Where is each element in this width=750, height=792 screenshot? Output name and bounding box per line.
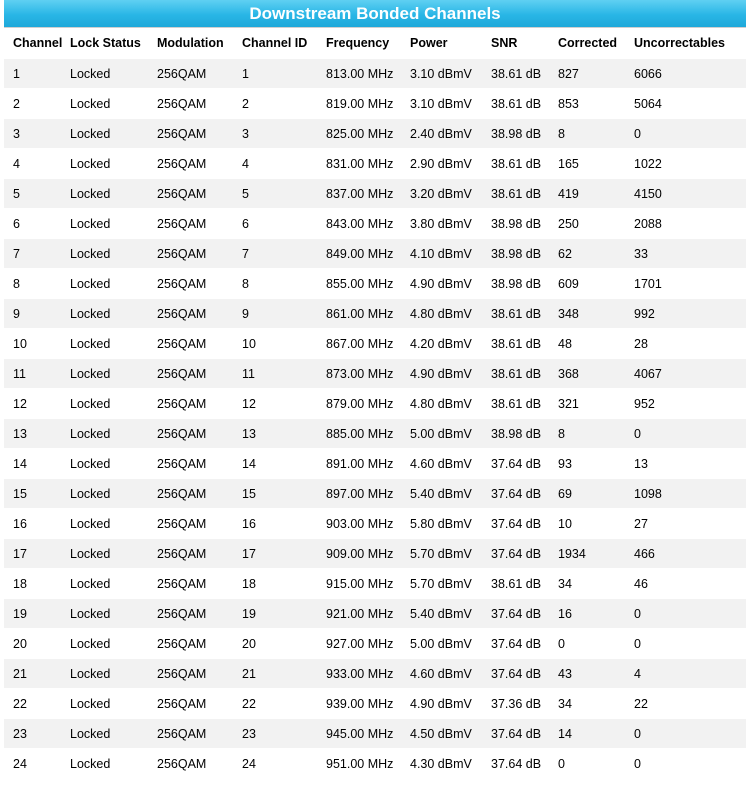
cell-channel-id: 12	[233, 389, 317, 419]
cell-modulation: 256QAM	[148, 359, 233, 389]
cell-channel-id: 19	[233, 599, 317, 629]
cell-corrected: 8	[549, 419, 625, 449]
cell-lock-status: Locked	[61, 599, 148, 629]
table-row	[4, 479, 746, 509]
cell-frequency: 909.00 MHz	[317, 539, 401, 569]
cell-channel-id: 13	[233, 419, 317, 449]
column-header-channel: Channel	[4, 28, 61, 59]
cell-modulation: 256QAM	[148, 749, 233, 779]
cell-modulation: 256QAM	[148, 209, 233, 239]
cell-snr: 38.98 dB	[482, 419, 549, 449]
cell-corrected: 69	[549, 479, 625, 509]
cell-lock-status: Locked	[61, 449, 148, 479]
cell-channel: 1	[4, 59, 61, 89]
cell-channel-id: 8	[233, 269, 317, 299]
cell-channel: 21	[4, 659, 61, 689]
cell-channel-id: 2	[233, 89, 317, 119]
cell-frequency: 879.00 MHz	[317, 389, 401, 419]
table-row	[4, 209, 746, 239]
cell-frequency: 813.00 MHz	[317, 59, 401, 89]
cell-channel: 19	[4, 599, 61, 629]
table-row	[4, 89, 746, 119]
cell-uncorrectables: 4150	[625, 179, 746, 209]
cell-uncorrectables: 4067	[625, 359, 746, 389]
cell-modulation: 256QAM	[148, 659, 233, 689]
cell-frequency: 885.00 MHz	[317, 419, 401, 449]
cell-corrected: 0	[549, 749, 625, 779]
cell-channel: 23	[4, 719, 61, 749]
cell-snr: 38.98 dB	[482, 209, 549, 239]
cell-corrected: 609	[549, 269, 625, 299]
cell-power: 4.60 dBmV	[401, 449, 482, 479]
table-title: Downstream Bonded Channels	[4, 0, 746, 28]
cell-channel-id: 20	[233, 629, 317, 659]
cell-modulation: 256QAM	[148, 599, 233, 629]
cell-snr: 38.61 dB	[482, 389, 549, 419]
cell-power: 5.00 dBmV	[401, 419, 482, 449]
cell-uncorrectables: 1022	[625, 149, 746, 179]
cell-power: 4.90 dBmV	[401, 689, 482, 719]
cell-modulation: 256QAM	[148, 119, 233, 149]
cell-power: 4.90 dBmV	[401, 269, 482, 299]
cell-uncorrectables: 0	[625, 119, 746, 149]
cell-power: 5.70 dBmV	[401, 539, 482, 569]
cell-modulation: 256QAM	[148, 179, 233, 209]
cell-modulation: 256QAM	[148, 419, 233, 449]
cell-corrected: 16	[549, 599, 625, 629]
cell-lock-status: Locked	[61, 149, 148, 179]
cell-snr: 37.64 dB	[482, 449, 549, 479]
cell-corrected: 165	[549, 149, 625, 179]
cell-frequency: 867.00 MHz	[317, 329, 401, 359]
cell-modulation: 256QAM	[148, 149, 233, 179]
cell-frequency: 927.00 MHz	[317, 629, 401, 659]
cell-lock-status: Locked	[61, 689, 148, 719]
cell-frequency: 861.00 MHz	[317, 299, 401, 329]
table-row	[4, 749, 746, 779]
cell-lock-status: Locked	[61, 239, 148, 269]
cell-snr: 38.61 dB	[482, 359, 549, 389]
cell-power: 5.40 dBmV	[401, 599, 482, 629]
cell-channel-id: 10	[233, 329, 317, 359]
cell-channel: 8	[4, 269, 61, 299]
cell-snr: 38.98 dB	[482, 119, 549, 149]
cell-lock-status: Locked	[61, 659, 148, 689]
cell-corrected: 10	[549, 509, 625, 539]
cell-corrected: 368	[549, 359, 625, 389]
cell-lock-status: Locked	[61, 509, 148, 539]
cell-channel: 3	[4, 119, 61, 149]
cell-channel-id: 22	[233, 689, 317, 719]
cell-power: 4.10 dBmV	[401, 239, 482, 269]
table-row	[4, 149, 746, 179]
cell-corrected: 0	[549, 629, 625, 659]
cell-uncorrectables: 27	[625, 509, 746, 539]
cell-channel: 17	[4, 539, 61, 569]
cell-corrected: 62	[549, 239, 625, 269]
cell-corrected: 34	[549, 569, 625, 599]
cell-snr: 38.98 dB	[482, 239, 549, 269]
cell-channel-id: 17	[233, 539, 317, 569]
cell-frequency: 819.00 MHz	[317, 89, 401, 119]
cell-channel-id: 16	[233, 509, 317, 539]
cell-channel-id: 15	[233, 479, 317, 509]
cell-snr: 38.61 dB	[482, 89, 549, 119]
cell-power: 5.70 dBmV	[401, 569, 482, 599]
cell-corrected: 43	[549, 659, 625, 689]
cell-channel-id: 11	[233, 359, 317, 389]
cell-channel-id: 1	[233, 59, 317, 89]
cell-power: 4.60 dBmV	[401, 659, 482, 689]
cell-uncorrectables: 5064	[625, 89, 746, 119]
downstream-bonded-channels-panel	[4, 0, 746, 778]
column-header-corrected: Corrected	[549, 28, 625, 59]
cell-corrected: 34	[549, 689, 625, 719]
cell-channel: 5	[4, 179, 61, 209]
cell-corrected: 48	[549, 329, 625, 359]
table-row	[4, 329, 746, 359]
table-row	[4, 359, 746, 389]
cell-power: 4.30 dBmV	[401, 749, 482, 779]
table-row	[4, 59, 746, 89]
cell-channel: 16	[4, 509, 61, 539]
column-header-frequency: Frequency	[317, 28, 401, 59]
cell-uncorrectables: 6066	[625, 59, 746, 89]
cell-power: 4.90 dBmV	[401, 359, 482, 389]
cell-lock-status: Locked	[61, 179, 148, 209]
cell-channel-id: 3	[233, 119, 317, 149]
column-header-uncorrectables: Uncorrectables	[625, 28, 746, 59]
cell-power: 3.20 dBmV	[401, 179, 482, 209]
cell-uncorrectables: 28	[625, 329, 746, 359]
table-row	[4, 179, 746, 209]
cell-modulation: 256QAM	[148, 539, 233, 569]
cell-channel-id: 4	[233, 149, 317, 179]
cell-channel: 6	[4, 209, 61, 239]
cell-power: 4.50 dBmV	[401, 719, 482, 749]
cell-lock-status: Locked	[61, 269, 148, 299]
cell-lock-status: Locked	[61, 569, 148, 599]
cell-frequency: 831.00 MHz	[317, 149, 401, 179]
cell-snr: 37.64 dB	[482, 629, 549, 659]
cell-power: 2.40 dBmV	[401, 119, 482, 149]
cell-uncorrectables: 466	[625, 539, 746, 569]
cell-lock-status: Locked	[61, 329, 148, 359]
cell-modulation: 256QAM	[148, 329, 233, 359]
cell-modulation: 256QAM	[148, 299, 233, 329]
cell-frequency: 945.00 MHz	[317, 719, 401, 749]
table-row	[4, 269, 746, 299]
cell-lock-status: Locked	[61, 629, 148, 659]
cell-frequency: 825.00 MHz	[317, 119, 401, 149]
cell-lock-status: Locked	[61, 389, 148, 419]
cell-channel: 15	[4, 479, 61, 509]
cell-corrected: 853	[549, 89, 625, 119]
table-row	[4, 569, 746, 599]
table-row	[4, 449, 746, 479]
cell-channel: 22	[4, 689, 61, 719]
column-header-lock-status: Lock Status	[61, 28, 148, 59]
cell-modulation: 256QAM	[148, 719, 233, 749]
cell-frequency: 939.00 MHz	[317, 689, 401, 719]
table-row	[4, 299, 746, 329]
cell-corrected: 419	[549, 179, 625, 209]
cell-power: 4.80 dBmV	[401, 299, 482, 329]
cell-corrected: 93	[549, 449, 625, 479]
column-header-snr: SNR	[482, 28, 549, 59]
cell-lock-status: Locked	[61, 59, 148, 89]
cell-corrected: 321	[549, 389, 625, 419]
cell-snr: 37.64 dB	[482, 659, 549, 689]
cell-power: 3.80 dBmV	[401, 209, 482, 239]
downstream-channels-table	[4, 28, 746, 778]
cell-uncorrectables: 952	[625, 389, 746, 419]
cell-modulation: 256QAM	[148, 509, 233, 539]
cell-lock-status: Locked	[61, 359, 148, 389]
cell-snr: 37.64 dB	[482, 719, 549, 749]
cell-snr: 37.64 dB	[482, 509, 549, 539]
cell-lock-status: Locked	[61, 119, 148, 149]
cell-power: 3.10 dBmV	[401, 59, 482, 89]
cell-lock-status: Locked	[61, 89, 148, 119]
cell-channel: 2	[4, 89, 61, 119]
cell-modulation: 256QAM	[148, 389, 233, 419]
cell-corrected: 348	[549, 299, 625, 329]
cell-corrected: 1934	[549, 539, 625, 569]
table-row	[4, 419, 746, 449]
cell-channel: 20	[4, 629, 61, 659]
cell-power: 5.80 dBmV	[401, 509, 482, 539]
cell-snr: 38.61 dB	[482, 569, 549, 599]
cell-modulation: 256QAM	[148, 449, 233, 479]
cell-channel-id: 5	[233, 179, 317, 209]
table-row	[4, 629, 746, 659]
cell-lock-status: Locked	[61, 749, 148, 779]
cell-channel: 9	[4, 299, 61, 329]
cell-uncorrectables: 0	[625, 749, 746, 779]
cell-uncorrectables: 33	[625, 239, 746, 269]
table-row	[4, 659, 746, 689]
cell-frequency: 897.00 MHz	[317, 479, 401, 509]
cell-frequency: 891.00 MHz	[317, 449, 401, 479]
cell-channel: 10	[4, 329, 61, 359]
cell-uncorrectables: 22	[625, 689, 746, 719]
cell-modulation: 256QAM	[148, 59, 233, 89]
cell-channel: 12	[4, 389, 61, 419]
cell-corrected: 250	[549, 209, 625, 239]
table-row	[4, 599, 746, 629]
cell-frequency: 837.00 MHz	[317, 179, 401, 209]
column-header-modulation: Modulation	[148, 28, 233, 59]
cell-snr: 37.64 dB	[482, 599, 549, 629]
cell-lock-status: Locked	[61, 209, 148, 239]
cell-channel-id: 6	[233, 209, 317, 239]
cell-modulation: 256QAM	[148, 569, 233, 599]
cell-snr: 37.64 dB	[482, 479, 549, 509]
cell-uncorrectables: 0	[625, 419, 746, 449]
column-header-channel-id: Channel ID	[233, 28, 317, 59]
cell-uncorrectables: 2088	[625, 209, 746, 239]
cell-corrected: 827	[549, 59, 625, 89]
cell-frequency: 903.00 MHz	[317, 509, 401, 539]
cell-modulation: 256QAM	[148, 269, 233, 299]
cell-channel-id: 21	[233, 659, 317, 689]
cell-uncorrectables: 1098	[625, 479, 746, 509]
cell-frequency: 933.00 MHz	[317, 659, 401, 689]
cell-snr: 37.64 dB	[482, 749, 549, 779]
cell-uncorrectables: 0	[625, 599, 746, 629]
cell-snr: 37.36 dB	[482, 689, 549, 719]
column-header-power: Power	[401, 28, 482, 59]
cell-lock-status: Locked	[61, 419, 148, 449]
cell-power: 4.20 dBmV	[401, 329, 482, 359]
cell-snr: 37.64 dB	[482, 539, 549, 569]
cell-channel: 14	[4, 449, 61, 479]
cell-corrected: 14	[549, 719, 625, 749]
cell-corrected: 8	[549, 119, 625, 149]
cell-modulation: 256QAM	[148, 89, 233, 119]
cell-channel: 4	[4, 149, 61, 179]
cell-uncorrectables: 0	[625, 719, 746, 749]
cell-channel-id: 14	[233, 449, 317, 479]
cell-uncorrectables: 46	[625, 569, 746, 599]
cell-channel: 18	[4, 569, 61, 599]
cell-lock-status: Locked	[61, 479, 148, 509]
table-row	[4, 119, 746, 149]
cell-channel: 11	[4, 359, 61, 389]
cell-power: 4.80 dBmV	[401, 389, 482, 419]
cell-modulation: 256QAM	[148, 689, 233, 719]
cell-power: 5.00 dBmV	[401, 629, 482, 659]
cell-channel-id: 9	[233, 299, 317, 329]
cell-frequency: 921.00 MHz	[317, 599, 401, 629]
cell-channel: 7	[4, 239, 61, 269]
cell-channel-id: 7	[233, 239, 317, 269]
cell-frequency: 855.00 MHz	[317, 269, 401, 299]
header-row	[4, 28, 746, 59]
cell-uncorrectables: 992	[625, 299, 746, 329]
cell-uncorrectables: 13	[625, 449, 746, 479]
cell-channel-id: 24	[233, 749, 317, 779]
cell-frequency: 849.00 MHz	[317, 239, 401, 269]
cell-uncorrectables: 0	[625, 629, 746, 659]
cell-snr: 38.98 dB	[482, 269, 549, 299]
table-row	[4, 389, 746, 419]
table-row	[4, 689, 746, 719]
cell-lock-status: Locked	[61, 719, 148, 749]
table-row	[4, 539, 746, 569]
cell-snr: 38.61 dB	[482, 59, 549, 89]
cell-modulation: 256QAM	[148, 239, 233, 269]
cell-uncorrectables: 1701	[625, 269, 746, 299]
cell-frequency: 951.00 MHz	[317, 749, 401, 779]
cell-modulation: 256QAM	[148, 479, 233, 509]
cell-frequency: 915.00 MHz	[317, 569, 401, 599]
cell-power: 3.10 dBmV	[401, 89, 482, 119]
cell-snr: 38.61 dB	[482, 149, 549, 179]
cell-snr: 38.61 dB	[482, 179, 549, 209]
cell-lock-status: Locked	[61, 299, 148, 329]
cell-lock-status: Locked	[61, 539, 148, 569]
table-row	[4, 719, 746, 749]
table-row	[4, 509, 746, 539]
cell-channel-id: 18	[233, 569, 317, 599]
cell-frequency: 843.00 MHz	[317, 209, 401, 239]
cell-power: 2.90 dBmV	[401, 149, 482, 179]
cell-channel: 24	[4, 749, 61, 779]
table-row	[4, 239, 746, 269]
cell-power: 5.40 dBmV	[401, 479, 482, 509]
cell-snr: 38.61 dB	[482, 329, 549, 359]
cell-uncorrectables: 4	[625, 659, 746, 689]
cell-modulation: 256QAM	[148, 629, 233, 659]
cell-snr: 38.61 dB	[482, 299, 549, 329]
cell-channel: 13	[4, 419, 61, 449]
cell-frequency: 873.00 MHz	[317, 359, 401, 389]
cell-channel-id: 23	[233, 719, 317, 749]
